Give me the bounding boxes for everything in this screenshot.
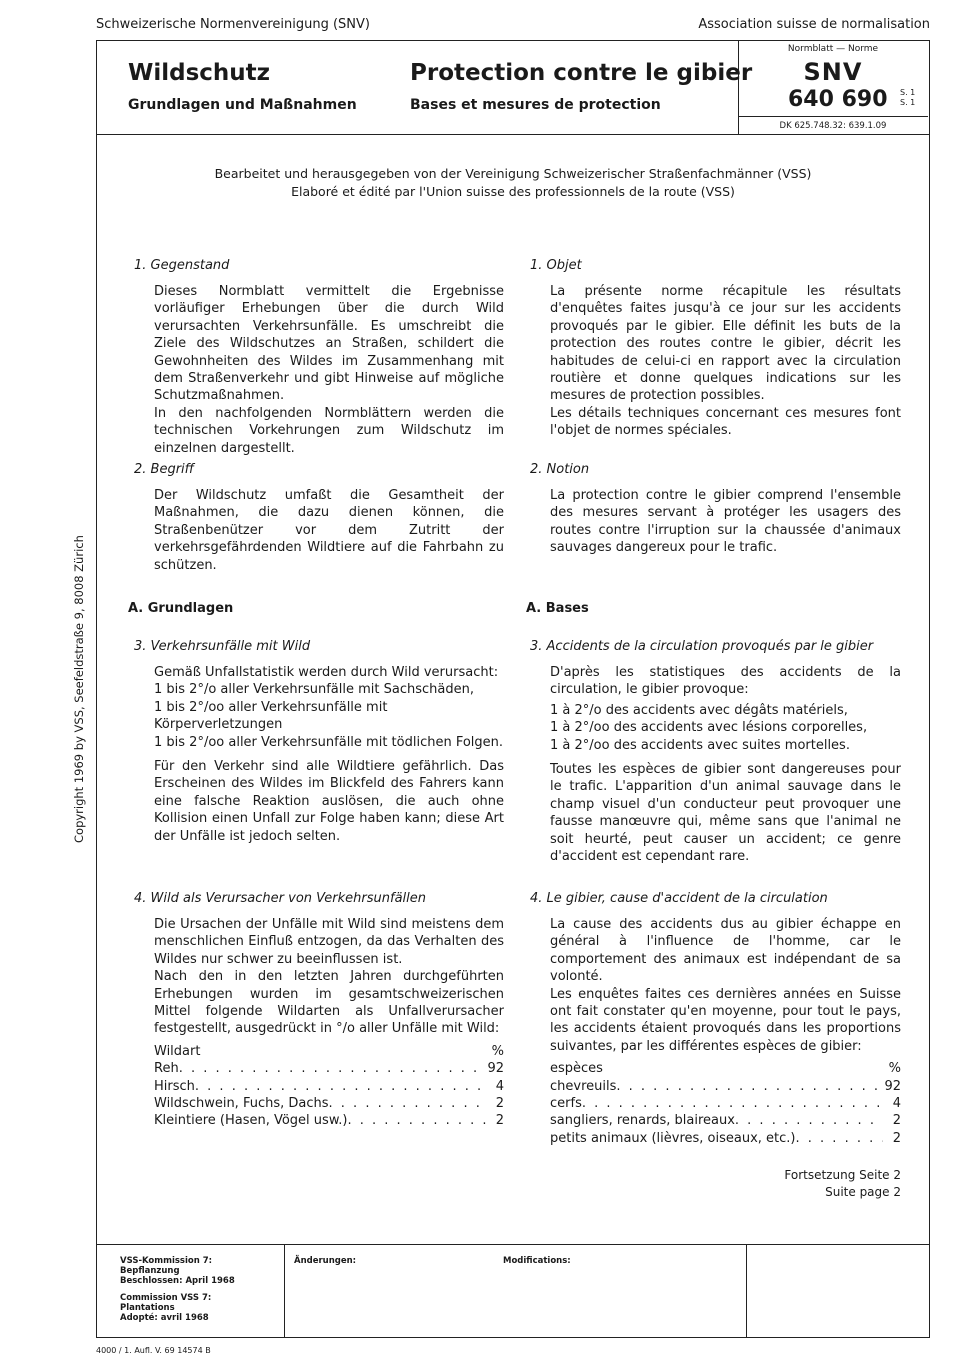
commission-fr-topic: Plantations (120, 1303, 175, 1313)
title-de: Wildschutz (128, 60, 271, 86)
print-info: 4000 / 1. Aufl. V. 69 14574 B (96, 1346, 211, 1355)
row-name: petits animaux (lièvres, oiseaux, etc.) (550, 1130, 796, 1146)
publisher-block (96, 165, 930, 201)
section-4-title-fr: 4. Le gibier, cause d'accident de la circulation (530, 891, 828, 906)
section-4-text2-de: Nach den in den letzten Jahren durchgeführten Erhebungen wurden im gesamtschweizerischen Mittel folgende Wildarten als Unfallverursacher festgestellt, ausgedrückt in °/o aller Unfälle mit Wild: (154, 969, 504, 1037)
table-row (550, 1078, 901, 1095)
footer-divider-2 (746, 1244, 747, 1338)
heading-a-fr: A. Bases (526, 601, 589, 616)
row-value: 2 (495, 1113, 504, 1129)
row-dots (582, 1095, 883, 1112)
column-de (134, 258, 504, 457)
table-col-name-de: Wildart (154, 1043, 201, 1059)
table-row (550, 1112, 901, 1129)
header-divider (96, 134, 930, 135)
section-4-text2-fr: Les enquêtes faites ces dernières années en Suisse ont fait constater qu'en moyenne, pour tout le pays, les accidents étaient provoqués dans les proportions suivantes, par les différentes espèces de gibier: (550, 986, 901, 1054)
section-3-title-de: 3. Verkehrsunfälle mit Wild (134, 639, 311, 654)
commission-de-date: Beschlossen: April 1968 (120, 1276, 235, 1286)
dk-code: DK 625.748.32: 639.1.09 (779, 121, 887, 131)
section-1-text2-fr: Les détails techniques concernant ces mesures font l'objet de normes spéciales. (550, 405, 901, 439)
row-value: 2 (892, 1113, 901, 1129)
section-4-title-de: 4. Wild als Verursacher von Verkehrsunfällen (134, 891, 426, 906)
subtitle-fr: Bases et mesures de protection (410, 97, 661, 113)
row-name: Wildschwein, Fuchs, Dachs (154, 1096, 329, 1112)
continuation-de: Fortsetzung Seite 2 (784, 1168, 901, 1182)
org-name-de: Schweizerische Normenvereinigung (SNV) (96, 17, 370, 32)
snv-label: SNV (803, 58, 863, 86)
section-2-de (134, 462, 504, 574)
section-2-text-fr: La protection contre le gibier comprend l'ensemble des mesures servant à protéger les usagers des routes contre l'irruption sur la chaussée d'animaux sauvages dangereux pour le trafic. (550, 488, 901, 556)
section-1-title-fr: 1. Objet (530, 258, 582, 273)
section-3-text-fr: Toutes les espèces de gibier sont dangereuses pour le trafic. L'apparition d'un animal sauvage dans le champ visuel d'un conducteur peut provoquer une fausse manœuvre qui, même sans que l'animal ne soit heurté, peut causer un accident; ce genre d'accident est cependant rare. (550, 762, 901, 865)
row-dots (329, 1095, 486, 1112)
row-value: 4 (892, 1096, 901, 1112)
section-3-fr (530, 639, 901, 865)
row-dots (195, 1078, 486, 1095)
section-4-fr (530, 891, 901, 1147)
section-4-text-fr: La cause des accidents dus au gibier échappe en général à l'influence de l'homme, car le comportement des animaux est indépendant de sa volonté. (550, 917, 901, 985)
dk-divider (738, 116, 928, 117)
changes-label-fr: Modifications: (503, 1256, 571, 1266)
table-col-pct-de: % (491, 1043, 504, 1059)
section-3-item-3-de: 1 bis 2°/oo aller Verkehrsunfälle mit tödlichen Folgen. (154, 734, 504, 750)
title-fr: Protection contre le gibier (410, 60, 753, 86)
heading-a-de: A. Grundlagen (128, 601, 234, 616)
norm-box-divider (738, 40, 739, 134)
section-1-text-fr: La présente norme récapitule les résultats d'enquêtes faites jusqu'à ce jour sur les accidents provoqués par le gibier. Elle définit les buts de la protection des routes contre le gibier, décrit les habitudes de celui-ci en rapport avec la circulation routière et donne quelques indications sur les mesures de protection possibles. (550, 284, 901, 404)
section-3-title-fr: 3. Accidents de la circulation provoqués par le gibier (530, 639, 874, 654)
subtitle-de: Grundlagen und Maßnahmen (128, 97, 357, 113)
table-row (550, 1130, 901, 1147)
section-4-de (134, 891, 504, 1130)
row-value: 92 (487, 1061, 504, 1077)
commission-de: VSS-Kommission 7: (120, 1256, 213, 1266)
section-3-item-3-fr: 1 à 2°/oo des accidents avec suites mortelles. (550, 737, 850, 753)
row-dots (735, 1112, 883, 1129)
section-3-de (134, 639, 504, 845)
commission-de-topic: Bepflanzung (120, 1266, 180, 1276)
section-3-item-1-de: 1 bis 2°/o aller Verkehrsunfälle mit Sachschäden, (154, 682, 474, 698)
row-value: 92 (884, 1078, 901, 1094)
page-indicator (900, 88, 915, 108)
section-2-title-fr: 2. Notion (530, 462, 590, 477)
publisher-fr: Elaboré et édité par l'Union suisse des professionnels de la route (VSS) (291, 184, 735, 199)
changes-label-de: Änderungen: (294, 1256, 357, 1266)
row-dots (347, 1112, 486, 1129)
commission-info (120, 1256, 235, 1323)
section-3-intro-de: Gemäß Unfallstatistik werden durch Wild verursacht: (154, 665, 499, 680)
row-dots (616, 1078, 883, 1095)
section-4-text-de: Die Ursachen der Unfälle mit Wild sind meistens dem menschlichen Einfluß entzogen, da das Verhalten des Wildes nur schwer zu beeinflussen ist. (154, 917, 504, 967)
copyright-notice: Copyright 1969 by VSS, Seefeldstraße 9, 8008 Zürich (72, 535, 86, 843)
section-2-text-de: Der Wildschutz umfaßt die Gesamtheit der Maßnahmen, die dazu dienen können, die Straßenbenützer vor dem Zutritt der verkehrsgefährdenden Wildtiere auf die Fahrbahn zu schützen. (154, 488, 504, 573)
row-value: 2 (892, 1130, 901, 1146)
row-name: cerfs (550, 1096, 582, 1112)
footer-divider-1 (284, 1244, 285, 1338)
section-2-fr (530, 462, 901, 557)
commission-fr-date: Adopté: avril 1968 (120, 1313, 209, 1323)
row-name: sangliers, renards, blaireaux (550, 1113, 735, 1129)
section-1-title-de: 1. Gegenstand (134, 258, 230, 273)
section-1-text-de: Dieses Normblatt vermittelt die Ergebnisse vorläufiger Erhebungen über die durch Wild verursachten Verkehrsunfälle. Es umschreibt die Ziele des Wildschutzes an Straßen, schildert die Gewohnheiten des Wildes im Zusammenhang mit dem Straßenverkehr und gibt Hinweise auf mögliche Schutzmaßnahmen. (154, 284, 504, 404)
row-dots (796, 1130, 883, 1147)
table-row (154, 1112, 504, 1129)
table-row (154, 1060, 504, 1077)
continuation-note (784, 1167, 901, 1201)
table-header-fr (550, 1060, 901, 1077)
section-3-item-2-de: 1 bis 2°/oo aller Verkehrsunfälle mit Körperverletzungen (154, 699, 388, 733)
section-3-intro-fr: D'après les statistiques des accidents de la circulation, le gibier provoque: (550, 665, 901, 698)
page-indicator-1: S. 1 (900, 88, 916, 97)
org-name-fr: Association suisse de normalisation (698, 17, 930, 32)
row-name: Hirsch (154, 1078, 195, 1094)
section-3-item-2-fr: 1 à 2°/oo des accidents avec lésions corporelles, (550, 720, 868, 736)
section-3-item-1-fr: 1 à 2°/o des accidents avec dégâts matériels, (550, 702, 848, 718)
row-value: 2 (495, 1096, 504, 1112)
continuation-fr: Suite page 2 (825, 1185, 901, 1199)
row-value: 4 (495, 1078, 504, 1094)
row-name: chevreuils (550, 1078, 617, 1094)
page-indicator-2: S. 1 (900, 98, 916, 107)
row-name: Reh (154, 1061, 179, 1077)
norm-number: 640 690 (788, 87, 888, 112)
table-row (154, 1095, 504, 1112)
section-3-text-de: Für den Verkehr sind alle Wildtiere gefährlich. Das Erscheinen des Wildes im Blickfeld des Fahrers kann eine falsche Reaktion auslösen, die auch ohne Kollision einen Unfall zur Folge haben kann; diese Art der Unfälle ist jedoch selten. (154, 759, 504, 844)
section-1-text2-de: In den nachfolgenden Normblättern werden die technischen Vorkehrungen zum Wildschutz im einzelnen dargestellt. (154, 405, 504, 456)
table-header-de (154, 1043, 504, 1060)
normblatt-label: Normblatt — Norme (787, 44, 879, 54)
commission-fr: Commission VSS 7: (120, 1293, 212, 1303)
publisher-de: Bearbeitet und herausgegeben von der Vereinigung Schweizerischer Straßenfachmänner (VSS) (214, 166, 812, 181)
table-col-name-fr: espèces (550, 1061, 603, 1077)
section-2-title-de: 2. Begriff (134, 462, 195, 477)
row-dots (179, 1060, 486, 1077)
table-row (154, 1078, 504, 1095)
row-name: Kleintiere (Hasen, Vögel usw.) (154, 1113, 348, 1129)
footer-top-line (96, 1244, 930, 1245)
table-col-pct-fr: % (888, 1061, 901, 1077)
table-row (550, 1095, 901, 1112)
column-fr (530, 258, 901, 440)
